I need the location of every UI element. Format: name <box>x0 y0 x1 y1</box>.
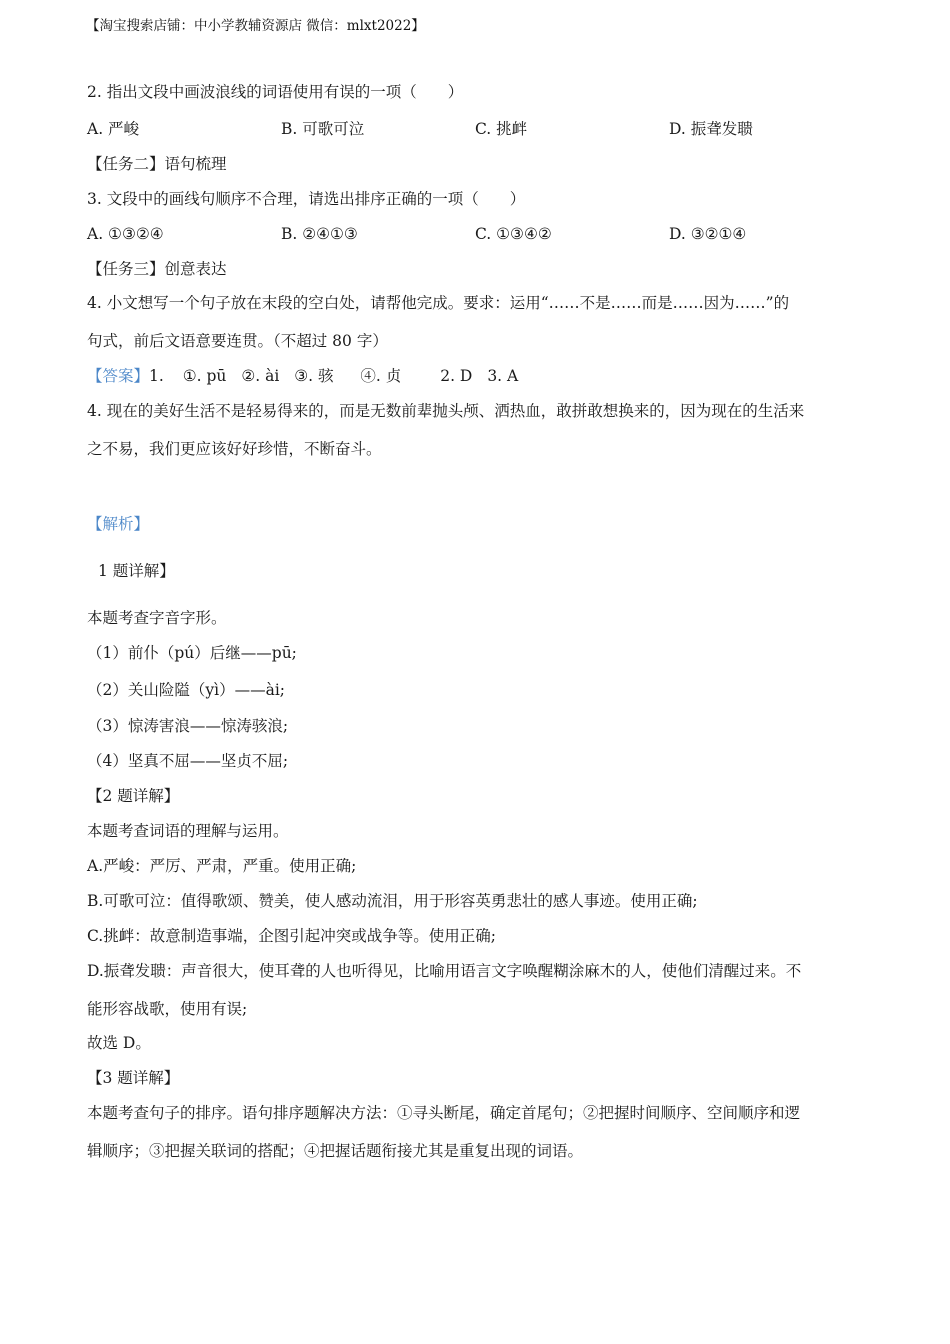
question-4-line-2: 句式，前后文语意要连贯。（不超过 80 字） <box>87 332 388 350</box>
analysis-label: 【解析】 <box>87 515 150 533</box>
detail-1-item-4: （4）坚真不屈——坚贞不屈; <box>87 752 289 770</box>
detail-1-title: 1 题详解】 <box>98 562 175 580</box>
answer-4-line-1: 4. 现在的美好生活不是轻易得来的，而是无数前辈抛头颅、洒热血，敢拼敢想换来的，因为现在的生活来 <box>87 402 805 420</box>
detail-3-title: 【3 题详解】 <box>87 1069 180 1087</box>
question-3-option-c: C. ①③④② <box>475 225 552 243</box>
detail-3-line-2: 辑顺序；③把握关联词的搭配；④把握话题衔接尤其是重复出现的词语。 <box>87 1142 584 1160</box>
question-2-option-d: D. 振聋发聩 <box>669 120 753 138</box>
answer-1-item-1: ①. pū <box>182 367 227 385</box>
question-2-stem: 2. 指出文段中画波浪线的词语使用有误的一项（ ） <box>87 83 464 101</box>
answer-1-item-2: ②. ài <box>241 367 280 385</box>
question-3-option-d: D. ③②①④ <box>669 225 747 243</box>
answer-2: 2. D <box>440 367 473 385</box>
detail-3-line-1: 本题考查句子的排序。语句排序题解决方法：①寻头断尾，确定首尾句；②把握时间顺序、空间顺序和逻 <box>87 1104 801 1122</box>
question-4-line-1: 4. 小文想写一个句子放在末段的空白处，请帮他完成。要求：运用“……不是……而是……因为……”的 <box>87 294 790 312</box>
task-3-heading: 【任务三】创意表达 <box>87 260 227 278</box>
question-2-option-b: B. 可歌可泣 <box>281 120 365 138</box>
detail-1-item-2: （2）关山险隘（yì）——ài; <box>87 681 285 699</box>
answer-4-line-2: 之不易，我们更应该好好珍惜，不断奋斗。 <box>87 440 382 458</box>
answer-row <box>87 366 518 386</box>
detail-2-item-c: C.挑衅：故意制造事端，企图引起冲突或战争等。使用正确; <box>87 927 496 945</box>
answer-1-item-4: ④. 贞 <box>360 367 402 385</box>
detail-2-item-d-line-2: 能形容战歌，使用有误; <box>87 1000 248 1018</box>
detail-1-intro: 本题考查字音字形。 <box>87 609 227 627</box>
detail-1-item-3: （3）惊涛害浪——惊涛骇浪; <box>87 717 289 735</box>
question-2-option-a: A. 严峻 <box>87 120 140 138</box>
detail-2-item-a: A.严峻：严厉、严肃，严重。使用正确; <box>87 857 357 875</box>
page-header: 【淘宝搜索店铺：中小学教辅资源店 微信：mlxt2022】 <box>86 18 425 34</box>
answer-1-number: 1. <box>149 367 164 385</box>
task-2-heading: 【任务二】语句梳理 <box>87 155 227 173</box>
question-3-option-b: B. ②④①③ <box>281 225 358 243</box>
question-2-option-c: C. 挑衅 <box>475 120 528 138</box>
question-3-stem: 3. 文段中的画线句顺序不合理，请选出排序正确的一项（ ） <box>87 190 526 208</box>
answer-1-item-3: ③. 骇 <box>294 367 334 385</box>
detail-2-intro: 本题考查词语的理解与运用。 <box>87 822 289 840</box>
detail-2-item-d-line-1: D.振聋发聩：声音很大，使耳聋的人也听得见，比喻用语言文字唤醒糊涂麻木的人，使他们清醒过来。不 <box>87 962 802 980</box>
answer-label: 【答案】 <box>87 367 150 385</box>
detail-1-item-1: （1）前仆（pú）后继——pū; <box>87 644 297 662</box>
detail-2-item-b: B.可歌可泣：值得歌颂、赞美，使人感动流泪，用于形容英勇悲壮的感人事迹。使用正确; <box>87 892 698 910</box>
detail-2-title: 【2 题详解】 <box>87 787 180 805</box>
detail-2-conclusion: 故选 D。 <box>87 1034 151 1052</box>
question-3-option-a: A. ①③②④ <box>87 225 164 243</box>
answer-3: 3. A <box>487 367 519 385</box>
